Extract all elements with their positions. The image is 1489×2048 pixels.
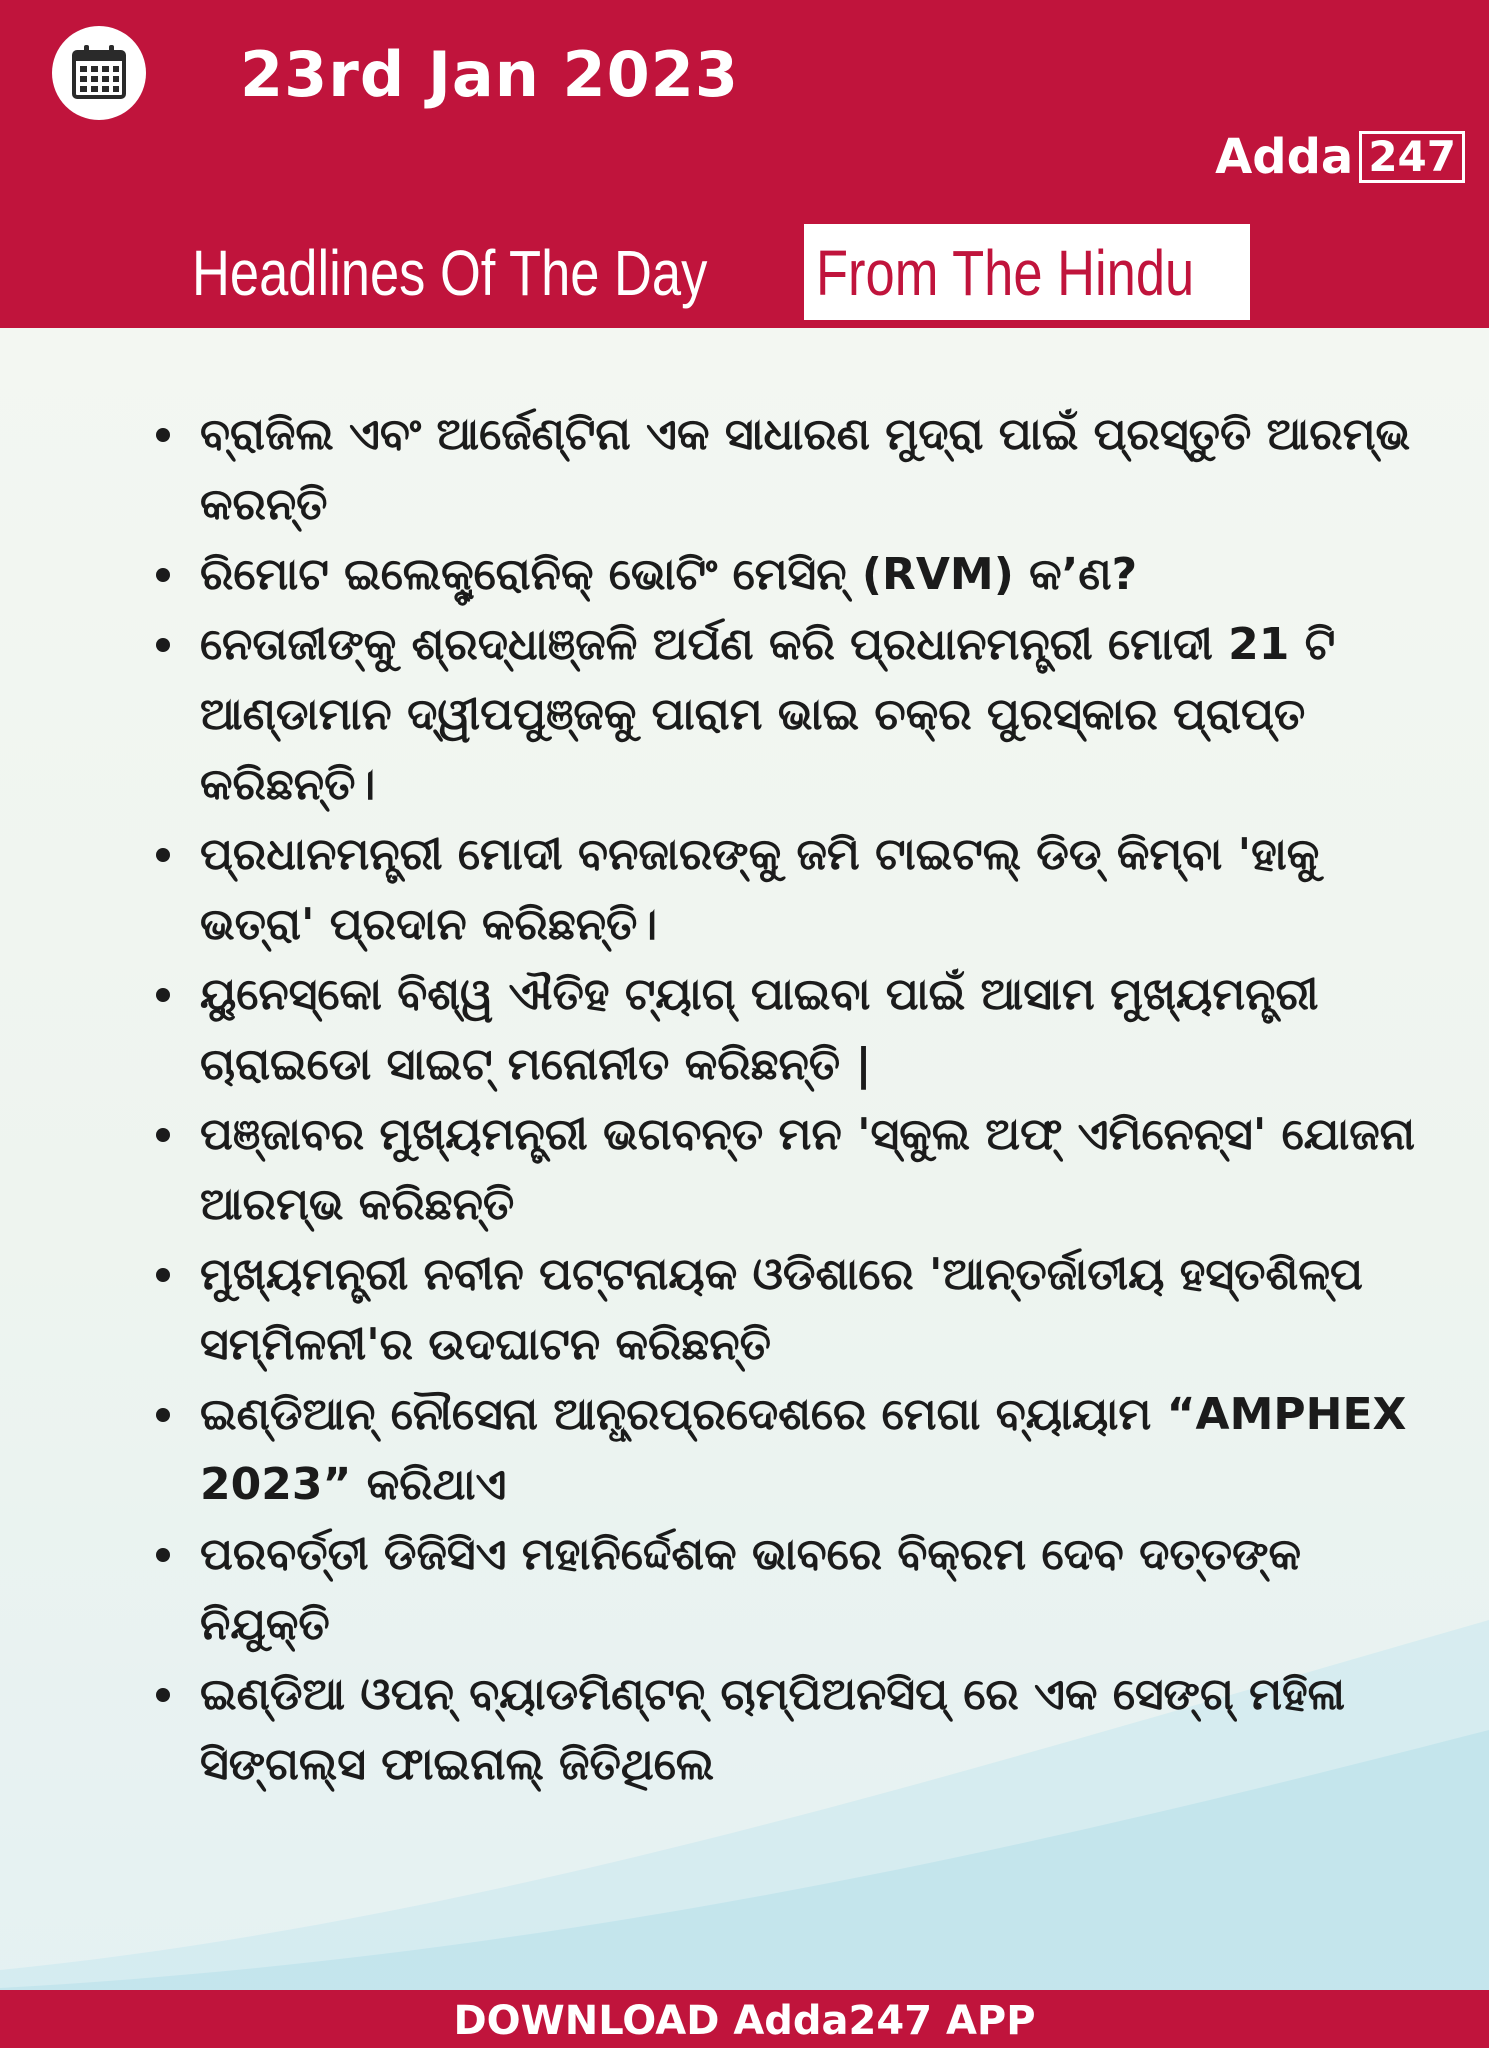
download-app-label[interactable]: DOWNLOAD Adda247 APP — [453, 1998, 1036, 2044]
download-app-banner[interactable] — [0, 1990, 1489, 2048]
list-item: ନେତାଜୀଙ୍କୁ ଶ୍ରଦ୍ଧାଞ୍ଜଳି ଅର୍ପଣ କରି ପ୍ରଧାନମନ୍ତ୍ରୀ ମୋଦୀ 21 ଟି ଆଣ୍ଡାମାନ ଦ୍ୱୀପପୁଞ୍ଜକୁ ପାରାମ ଭାଇ ଚକ୍ର ପୁରସ୍କାର ପ୍ରାପ୍ତ କରିଛନ୍ତି। — [150, 610, 1420, 820]
list-item: ପଞ୍ଜାବର ମୁଖ୍ୟମନ୍ତ୍ରୀ ଭଗବନ୍ତ ମନ 'ସ୍କୁଲ ଅଫ୍ ଏମିନେନ୍ସ' ଯୋଜନା ଆରମ୍ଭ କରିଛନ୍ତି — [150, 1100, 1420, 1240]
list-item: ମୁଖ୍ୟମନ୍ତ୍ରୀ ନବୀନ ପଟ୍ଟନାୟକ ଓଡିଶାରେ 'ଆନ୍ତର୍ଜାତୀୟ ହସ୍ତଶିଳ୍ପ ସମ୍ମିଳନୀ'ର ଉଦଘାଟନ କରିଛନ୍ତି — [150, 1240, 1420, 1380]
source-box — [804, 224, 1250, 320]
calendar-icon — [71, 44, 127, 100]
list-item: ବ୍ରାଜିଲ ଏବଂ ଆର୍ଜେଣ୍ଟିନା ଏକ ସାଧାରଣ ମୁଦ୍ରା ପାଇଁ ପ୍ରସ୍ତୁତି ଆରମ୍ଭ କରନ୍ତି — [150, 400, 1420, 540]
brand-name: Adda — [1215, 129, 1354, 185]
headlines-title: Headlines Of The Day — [192, 237, 708, 309]
list-item: ଇଣ୍ଡିଆନ୍ ନୌସେନା ଆନ୍ଧ୍ରପ୍ରଦେଶରେ ମେଗା ବ୍ୟାୟାମ “AMPHEX 2023” କରିଥାଏ — [150, 1380, 1420, 1520]
source-label: From The Hindu — [816, 237, 1195, 309]
headline-list — [150, 400, 1420, 1800]
list-item: ପରବର୍ତ୍ତୀ ଡିଜିସିଏ ମହାନିର୍ଦ୍ଦେଶକ ଭାବରେ ବିକ୍ରମ ଦେବ ଦତ୍ତଙ୍କ ନିଯୁକ୍ତି — [150, 1520, 1420, 1660]
date-label: 23rd Jan 2023 — [240, 38, 740, 111]
brand-logo — [1215, 130, 1465, 184]
header-banner — [0, 0, 1489, 328]
list-item: ରିମୋଟ ଇଲେକ୍ଟ୍ରୋନିକ୍ ଭୋଟିଂ ମେସିନ୍ (RVM) କ’ଣ? — [150, 540, 1420, 610]
list-item: ଇଣ୍ଡିଆ ଓପନ୍ ବ୍ୟାଡମିଣ୍ଟନ୍ ଚାମ୍ପିଅନସିପ୍ ରେ ଏକ ସେଙ୍ଗ୍ ମହିଳା ସିଙ୍ଗଲ୍ସ ଫାଇନାଲ୍ ଜିତିଥିଲେ — [150, 1660, 1420, 1800]
list-item: ୟୁନେସ୍କୋ ବିଶ୍ୱ ଐତିହ ଟ୍ୟାଗ୍ ପାଇବା ପାଇଁ ଆସାମ ମୁଖ୍ୟମନ୍ତ୍ରୀ ଚାରାଇଡୋ ସାଇଟ୍ ମନୋନୀତ କରିଛନ୍ତି | — [150, 960, 1420, 1100]
brand-number: 247 — [1359, 131, 1465, 183]
calendar-badge — [52, 26, 146, 120]
list-item: ପ୍ରଧାନମନ୍ତ୍ରୀ ମୋଦୀ ବନଜାରଙ୍କୁ ଜମି ଟାଇଟଲ୍ ଡିଡ୍ କିମ୍ବା 'ହାକୁ ଭତ୍ରା' ପ୍ରଦାନ କରିଛନ୍ତି। — [150, 820, 1420, 960]
